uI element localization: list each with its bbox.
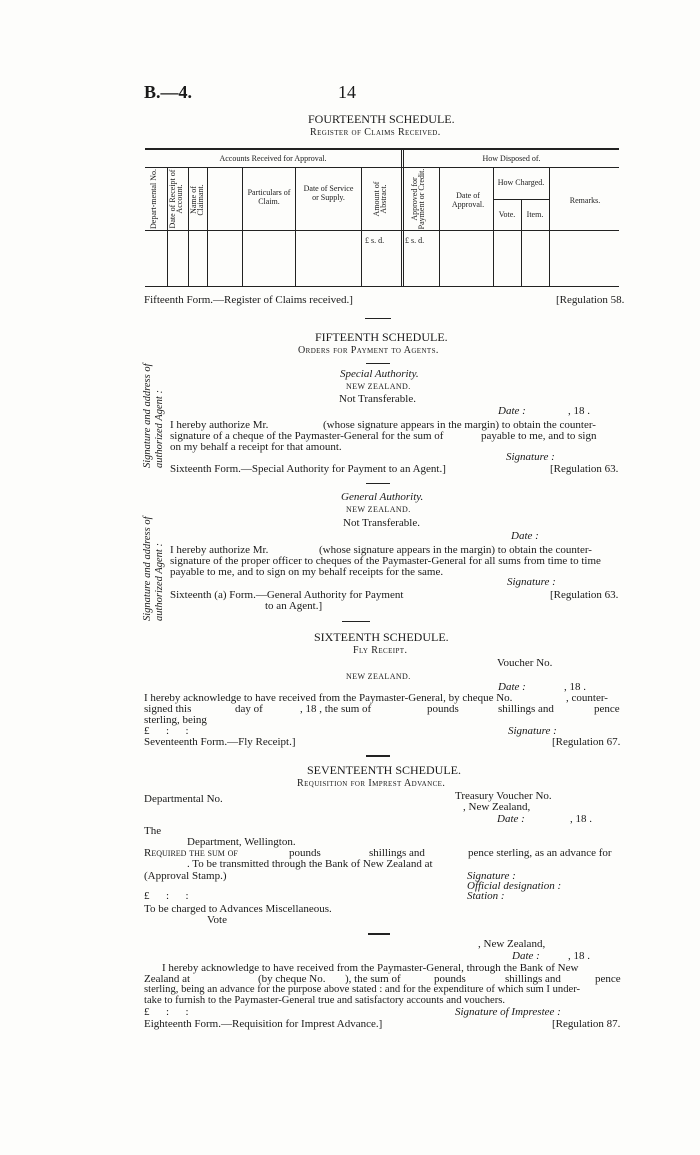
divider: [366, 483, 390, 484]
new-zealand-place: , New Zealand,: [478, 938, 546, 950]
currency-line: £ : :: [144, 890, 189, 902]
eighteenth-form-caption: Eighteenth Form.—Requisition for Imprest Advance.]: [144, 1018, 383, 1030]
col-particulars: Particulars of Claim.: [247, 188, 291, 206]
regulation-58: [Regulation 58.: [556, 294, 625, 306]
divider: [366, 755, 390, 757]
seventeenth-schedule-subtitle: Requisition for Imprest Advance.: [297, 778, 446, 789]
ack-line-2e: shillings and: [505, 973, 561, 985]
signature-label: Signature :: [467, 870, 516, 882]
seventeenth-form-caption: Seventeenth Form.—Fly Receipt.]: [144, 736, 296, 748]
not-transferable-label: Not Transferable.: [339, 393, 416, 405]
the-label: The: [144, 825, 162, 837]
approved-currency: £ s. d.: [405, 236, 425, 245]
fly-receipt-line-2d: pounds: [427, 703, 459, 715]
signature-of-impreste-label: Signature of Impresteе :: [455, 1006, 561, 1018]
treasury-voucher-label: Treasury Voucher No.: [455, 790, 552, 802]
col-remarks: Remarks.: [569, 196, 601, 205]
fly-receipt-line-3: sterling, being: [144, 714, 207, 726]
col-vote: Vote.: [498, 210, 516, 219]
new-zealand-label: NEW ZEALAND.: [346, 672, 411, 681]
required-sum-label: Required the sum of: [144, 847, 238, 859]
vote-label: Vote: [207, 914, 227, 926]
not-transferable-label: Not Transferable.: [343, 517, 420, 529]
general-body-line-3: payable to me, and to sign on my behalf receipts for the same.: [170, 566, 444, 578]
general-body-line-1b: (whose signature appears in the margin) to obtain the counter-: [319, 544, 592, 556]
general-body-line-1a: I hereby authorize Mr.: [170, 544, 269, 556]
ack-line-3: sterling, being an advance for the purpose above stated : and for the expenditure of which sum I under-: [144, 984, 581, 995]
ack-line-1: I hereby acknowledge to have received from the Paymaster-General, through the Bank of New: [162, 962, 579, 974]
register-of-claims-table: [145, 148, 619, 286]
group-how-disposed: How Disposed of.: [482, 154, 541, 163]
signature-label: Signature :: [506, 451, 555, 463]
sixteenth-schedule-subtitle: Fly Receipt.: [353, 645, 408, 656]
date-year: , 18 .: [568, 950, 590, 962]
ack-line-2a: Zealand at: [144, 973, 191, 985]
charged-to-advances: To be charged to Advances Miscellaneous.: [144, 903, 332, 915]
sixteenth-a-form-caption-cont: to an Agent.]: [265, 600, 323, 612]
currency-line: £ : :: [144, 725, 189, 737]
col-date-of-receipt: Date of Receipt of Account.: [168, 169, 184, 229]
date-year: , 18 .: [564, 681, 586, 693]
new-zealand-label: NEW ZEALAND.: [346, 382, 411, 391]
sixteenth-a-form-caption: Sixteenth (a) Form.—General Authority for Payment: [170, 589, 404, 601]
fly-receipt-line-2f: pence: [594, 703, 620, 715]
fly-receipt-line-1a: I hereby acknowledge to have received from the Paymaster-General, by cheque No.: [144, 692, 513, 704]
official-designation-label: Official designation :: [467, 880, 562, 892]
fourteenth-schedule-title: FOURTEENTH SCHEDULE.: [308, 112, 455, 126]
agent-signature-margin-general: Signature and address of authorized Agent :: [142, 516, 165, 621]
date-label: Date :: [497, 813, 525, 825]
regulation-63-general: [Regulation 63.: [550, 589, 619, 601]
required-pence: pence sterling, as an advance for: [468, 847, 612, 859]
sixteenth-schedule-title: SIXTEENTH SCHEDULE.: [314, 630, 449, 644]
station-label: Station :: [467, 890, 505, 902]
new-zealand-place: , New Zealand,: [463, 801, 531, 813]
agent-signature-margin-special: Signature and address of authorized Agent :: [142, 363, 165, 468]
sixteenth-form-caption: Sixteenth Form.—Special Authority for Payment to an Agent.]: [170, 463, 446, 475]
regulation-63-special: [Regulation 63.: [550, 463, 619, 475]
regulation-67: [Regulation 67.: [552, 736, 621, 748]
fly-receipt-line-2a: signed this: [144, 703, 192, 715]
col-departmental-no: Depart-mental No.: [149, 169, 158, 229]
departmental-no-label: Departmental No.: [144, 793, 223, 805]
date-label: Date :: [511, 530, 539, 542]
fifteenth-form-caption: Fifteenth Form.—Register of Claims received.]: [144, 294, 353, 306]
divider: [342, 621, 370, 622]
fly-receipt-line-2b: day of: [235, 703, 263, 715]
special-body-line-2a: signature of a cheque of the Paymaster-General for the sum of: [170, 430, 444, 442]
regulation-87: [Regulation 87.: [552, 1018, 621, 1030]
special-body-line-1b: (whose signature appears in the margin) to obtain the counter-: [323, 419, 596, 431]
special-authority-heading: Special Authority.: [340, 368, 419, 380]
col-date-of-approval: Date of Approval.: [451, 191, 485, 209]
divider: [366, 363, 390, 364]
page-number: 14: [338, 82, 356, 102]
date-label: Date :: [498, 405, 526, 417]
ack-line-2b: (by cheque No.: [258, 973, 326, 985]
ack-line-2d: pounds: [434, 973, 466, 985]
col-amount-of-abstract: Amount of Abstract.: [372, 181, 388, 217]
ack-line-2c: ), the sum of: [345, 973, 401, 985]
special-body-line-3: on my behalf a receipt for that amount.: [170, 441, 342, 453]
special-body-line-2b: payable to me, and to sign: [481, 430, 597, 442]
ack-line-2f: pence: [595, 973, 621, 985]
required-pounds: pounds: [289, 847, 321, 859]
col-item: Item.: [526, 210, 544, 219]
date-label: Date :: [512, 950, 540, 962]
page-reference: B.—4.: [144, 82, 193, 102]
group-accounts-received: Accounts Received for Approval.: [219, 154, 327, 163]
date-year: , 18 .: [568, 405, 590, 417]
approval-stamp: (Approval Stamp.): [144, 870, 227, 882]
general-authority-heading: General Authority.: [341, 491, 424, 503]
general-body-line-2: signature of the proper officer to cheques of the Paymaster-General for all sums from time to time: [170, 555, 601, 567]
currency-line: £ : :: [144, 1006, 189, 1018]
signature-label: Signature :: [508, 725, 557, 737]
fifteenth-schedule-subtitle: Orders for Payment to Agents.: [298, 345, 439, 356]
fly-receipt-line-1b: , counter-: [566, 692, 608, 704]
special-body-line-1a: I hereby authorize Mr.: [170, 419, 269, 431]
fly-receipt-line-2c: , 18 , the sum of: [300, 703, 372, 715]
seventeenth-schedule-title: SEVENTEENTH SCHEDULE.: [307, 763, 461, 777]
department-wellington: Department, Wellington.: [187, 836, 296, 848]
required-shillings: shillings and: [369, 847, 425, 859]
fifteenth-schedule-title: FIFTEENTH SCHEDULE.: [315, 330, 448, 344]
amount-currency: £ s. d.: [365, 236, 385, 245]
col-date-of-service: Date of Service or Supply.: [303, 184, 354, 202]
date-label: Date :: [498, 681, 526, 693]
divider: [368, 933, 390, 935]
ack-line-4: take to furnish to the Paymaster-General true and satisfactory accounts and vouchers.: [144, 995, 506, 1006]
col-name-of-claimant: Name of Claimant.: [189, 184, 205, 216]
fly-receipt-line-2e: shillings and: [498, 703, 554, 715]
divider: [365, 318, 391, 319]
date-year: , 18 .: [570, 813, 592, 825]
new-zealand-label: NEW ZEALAND.: [346, 505, 411, 514]
voucher-no-label: Voucher No.: [497, 657, 553, 669]
col-how-charged: How Charged.: [497, 178, 545, 187]
required-line-2: . To be transmitted through the Bank of New Zealand at: [187, 858, 433, 870]
signature-label: Signature :: [507, 576, 556, 588]
fourteenth-schedule-subtitle: Register of Claims Received.: [310, 127, 441, 138]
col-approved-for-payment: Approved for Payment or Credit.: [410, 168, 426, 230]
